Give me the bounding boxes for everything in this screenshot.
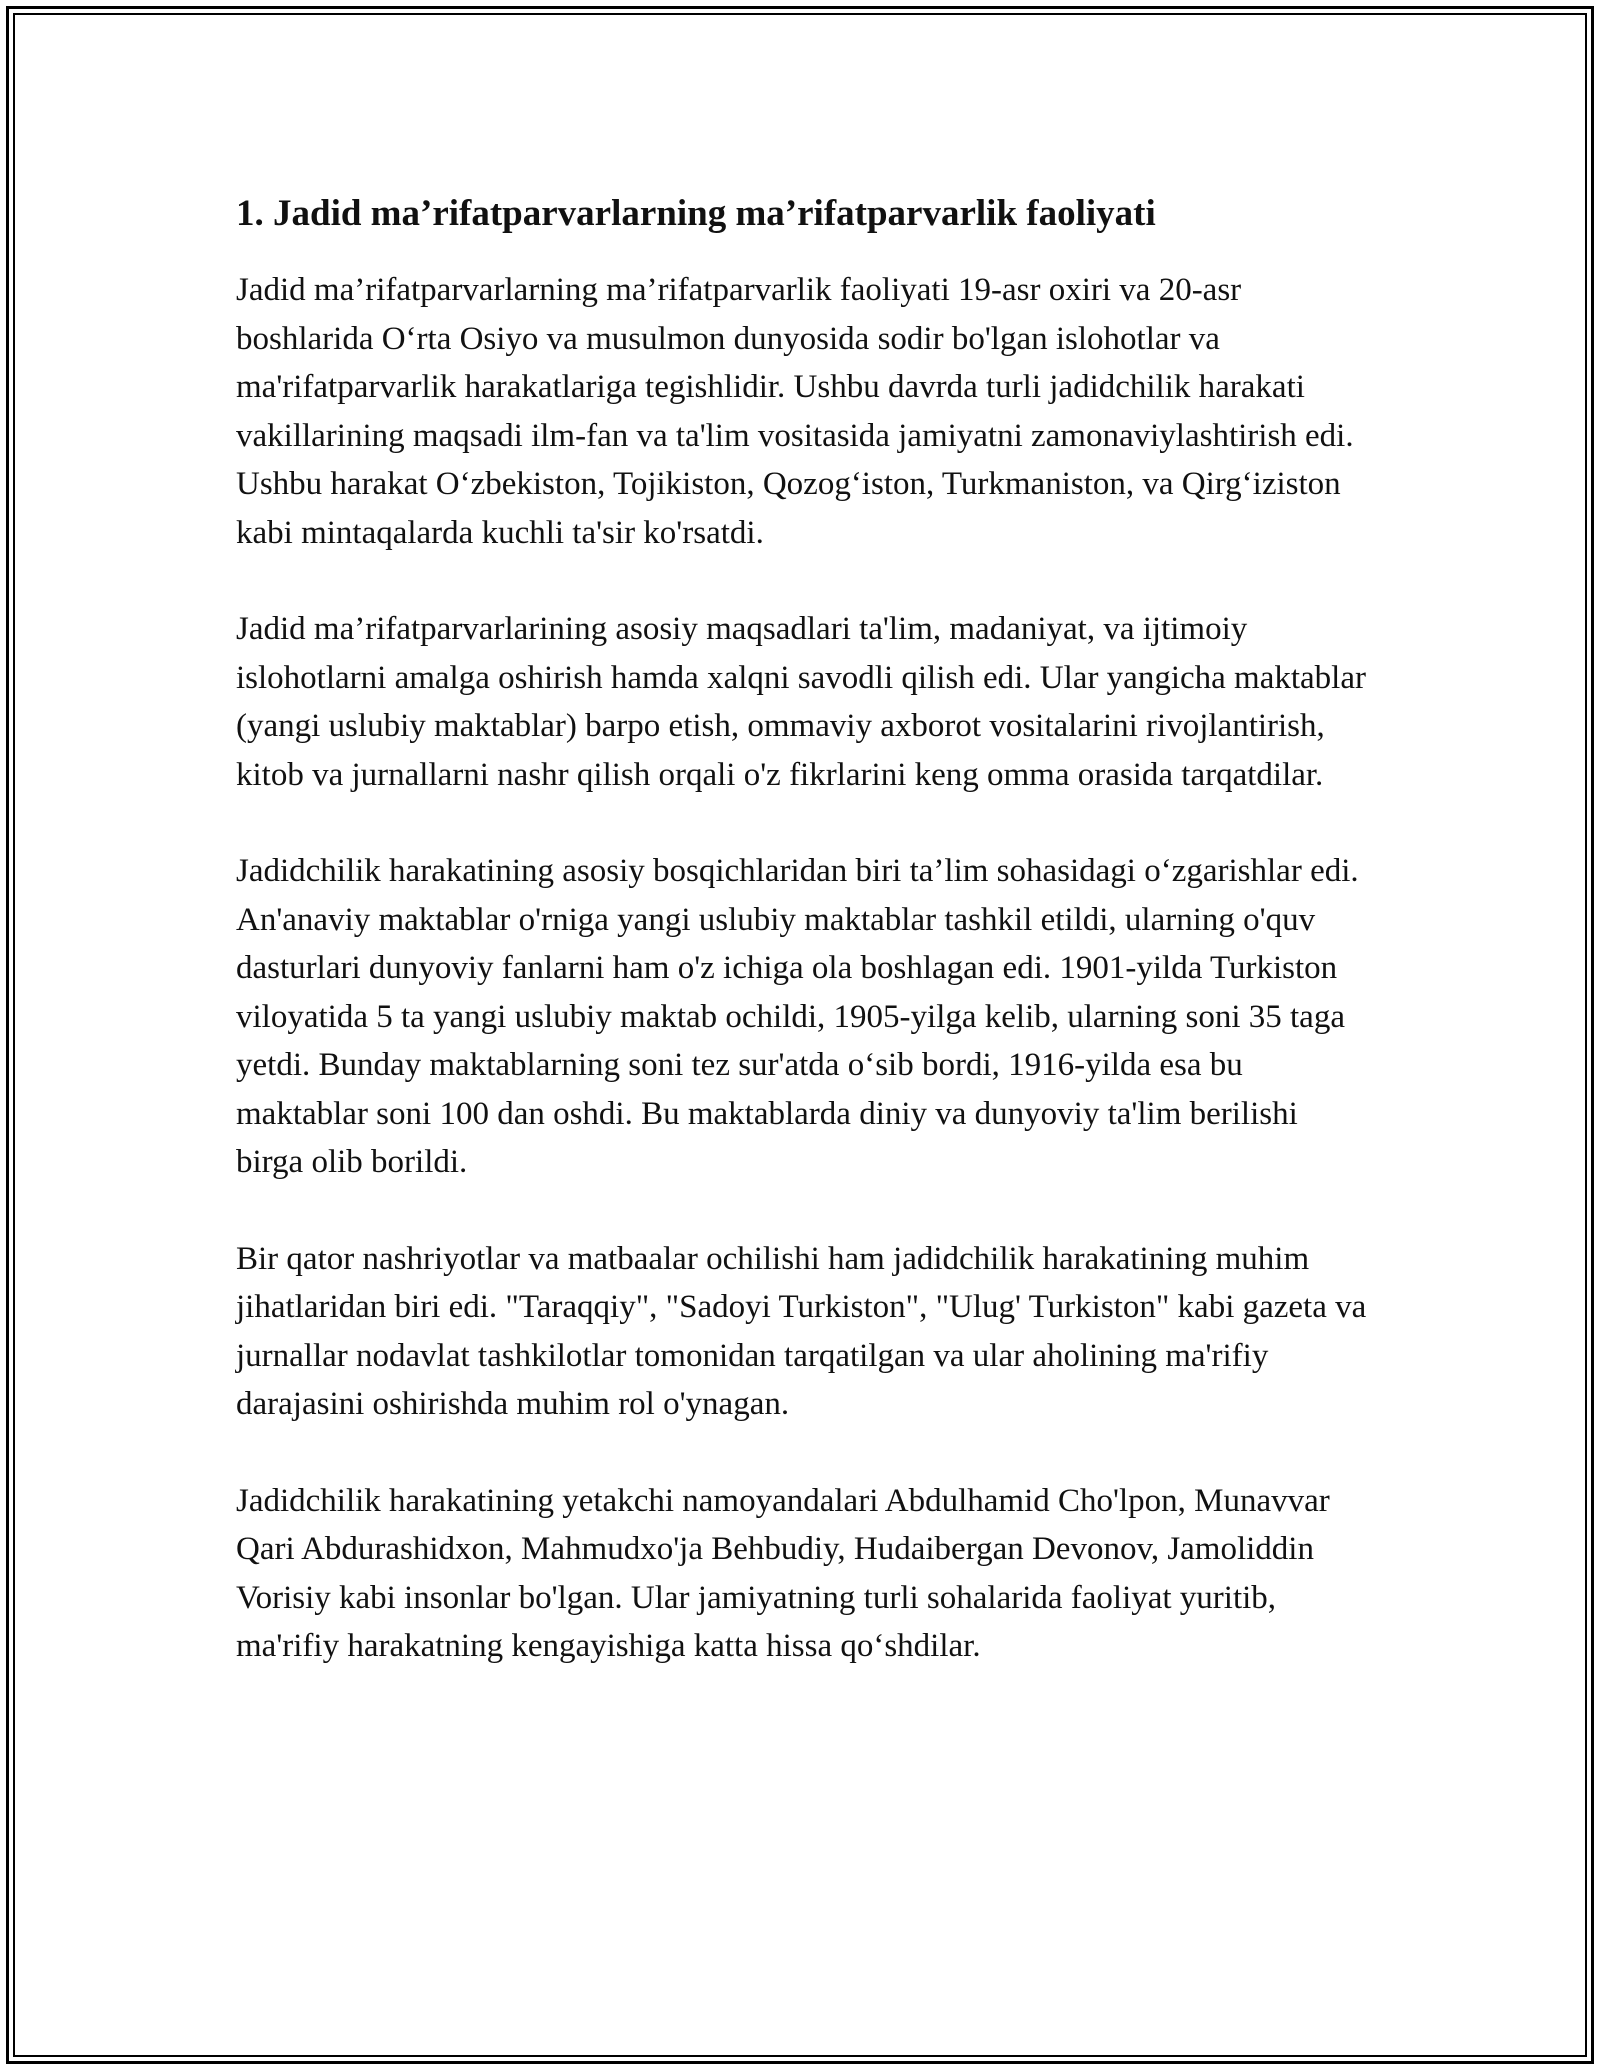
document-title: 1. Jadid ma’rifatparvarlarning ma’rifatparvarlik faoliyati [236, 193, 1156, 234]
document-body [236, 188, 1368, 1719]
paragraph-1: Jadid ma’rifatparvarlarning ma’rifatparvarlik faoliyati 19-asr oxiri va 20-asr boshlarida O‘rta Osiyo va musulmon dunyosida sodir bo'lgan islohotlar va ma'rifatparvarlik harakatlariga tegishlidir. Ushbu davrda turli jadidchilik harakati vakillarining maqsadi ilm-fan va ta'lim vositasida jamiyatni zamonaviylashtirish edi. Ushbu harakat O‘zbekiston, Tojikiston, Qozog‘iston, Turkmaniston, va Qirg‘iziston kabi mintaqalarda kuchli ta'sir ko'rsatdi. [236, 272, 1354, 551]
paragraph-2: Jadid ma’rifatparvarlarining asosiy maqsadlari ta'lim, madaniyat, va ijtimoiy islohotlarni amalga oshirish hamda xalqni savodli qilish edi. Ular yangicha maktablar (yangi uslubiy maktablar) barpo etish, ommaviy axborot vositalarini rivojlantirish, kitob va jurnallarni nashr qilish orqali o'z fikrlarini keng omma orasida tarqatdilar. [236, 611, 1366, 793]
paragraph-3: Jadidchilik harakatining asosiy bosqichlaridan biri ta’lim sohasidagi o‘zgarishlar edi. An'anaviy maktablar o'rniga yangi uslubiy maktablar tashkil etildi, ularning o'quv dasturlari dunyoviy fanlarni ham o'z ichiga ola boshlagan edi. 1901-yilda Turkiston viloyatida 5 ta yangi uslubiy maktab ochildi, 1905-yilga kelib, ularning soni 35 taga yetdi. Bunday maktablarning soni tez sur'atda o‘sib bordi, 1916-yilda esa bu maktablar soni 100 dan oshdi. Bu maktablarda diniy va dunyoviy ta'lim berilishi birga olib borildi. [236, 853, 1359, 1180]
paragraph-5: Jadidchilik harakatining yetakchi namoyandalari Abdulhamid Cho'lpon, Munavvar Qari Abdurashidxon, Mahmudxo'ja Behbudiy, Hudaibergan Devonov, Jamoliddin Vorisiy kabi insonlar bo'lgan. Ular jamiyatning turli sohalarida faoliyat yuritib, ma'rifiy harakatning kengayishiga katta hissa qo‘shdilar. [236, 1482, 1330, 1664]
paragraph-4: Bir qator nashriyotlar va matbaalar ochilishi ham jadidchilik harakatining muhim jihatlaridan biri edi. "Taraqqiy", "Sadoyi Turkiston", "Ulug' Turkiston" kabi gazeta va jurnallar nodavlat tashkilotlar tomonidan tarqatilgan va ular aholining ma'rifiy darajasini oshirishda muhim rol o'ynagan. [236, 1240, 1367, 1422]
